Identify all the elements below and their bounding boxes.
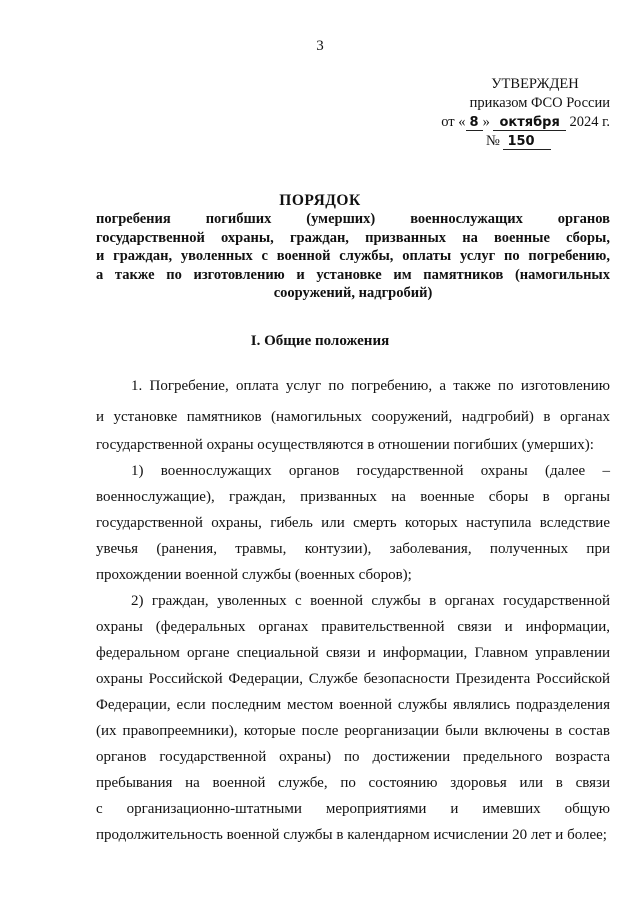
body-line: Федерации, если последним местом военной службы являлись подразделения [96,697,610,713]
date-prefix: от « [441,114,466,130]
subtitle-line: а также по изготовлению и установке им памятников (намогильных [96,266,610,283]
body-line: продолжительность военной службы в календарном исчислении 20 лет и более; [96,827,607,843]
body-line: охраны Российской Федерации, Службе безопасности Президента Российской [96,671,610,687]
subtitle-line: сооружений, надгробий) [273,285,433,301]
date-month: октября [493,115,565,131]
approval-order-line: приказом ФСО России [469,95,610,111]
body-line: с организационно-штатными мероприятиями и имевших общую [96,801,610,817]
body-line: 1. Погребение, оплата услуг по погребению, а также по изготовлению [131,378,610,394]
date-year: 2024 г. [569,114,610,130]
body-line: прохождении военной службы (военных сборов); [96,567,412,583]
approval-date-line [420,113,610,132]
body-line: (их правопреемники), которые после реорганизации были включены в состав [96,723,610,739]
page-number: 3 [316,38,324,54]
document-title: ПОРЯДОК [279,192,361,209]
subtitle-line: государственной охраны, граждан, призванных на военные сборы, [96,229,610,246]
date-mid: » [482,114,490,130]
body-line: военнослужащие), граждан, призванных на военные сборы в органы [96,489,610,505]
body-line: охраны (федеральных органах правительственной связи и информации, [96,619,610,635]
approval-stamp [420,75,610,151]
order-number: 150 [503,134,550,150]
approval-number-line [420,132,610,151]
document-subtitle [96,210,610,303]
body-line: 2) граждан, уволенных с военной службы в органах государственной [131,593,610,609]
subtitle-line: погребения погибших (умерших) военнослужащих органов [96,211,610,227]
body-line: органов государственной охраны) по достижении предельного возраста [96,749,610,765]
section-title: I. Общие положения [250,333,390,349]
subtitle-line: и граждан, уволенных с военной службы, оплаты услуг по погребению, [96,248,610,264]
number-prefix: № [486,133,500,149]
body-line: государственной охраны, гибель или смерть которых наступила вследствие [96,515,610,531]
body-line: государственной охраны осуществляются в отношении погибших (умерших): [96,437,594,453]
body-line: и установке памятников (намогильных сооружений, надгробий) в органах [96,409,610,425]
body-line: 1) военнослужащих органов государственной охраны (далее – [131,463,610,479]
body-line: федеральном органе специальной связи и информации, Главном управлении [96,645,610,661]
date-day: 8 [466,115,483,131]
body-line: увечья (ранения, травмы, контузии), заболевания, полученных при [96,541,610,557]
body-line: пребывания на военной службе, по состоянию здоровья или в связи [96,775,610,791]
approval-heading: УТВЕРЖДЕН [491,76,579,92]
